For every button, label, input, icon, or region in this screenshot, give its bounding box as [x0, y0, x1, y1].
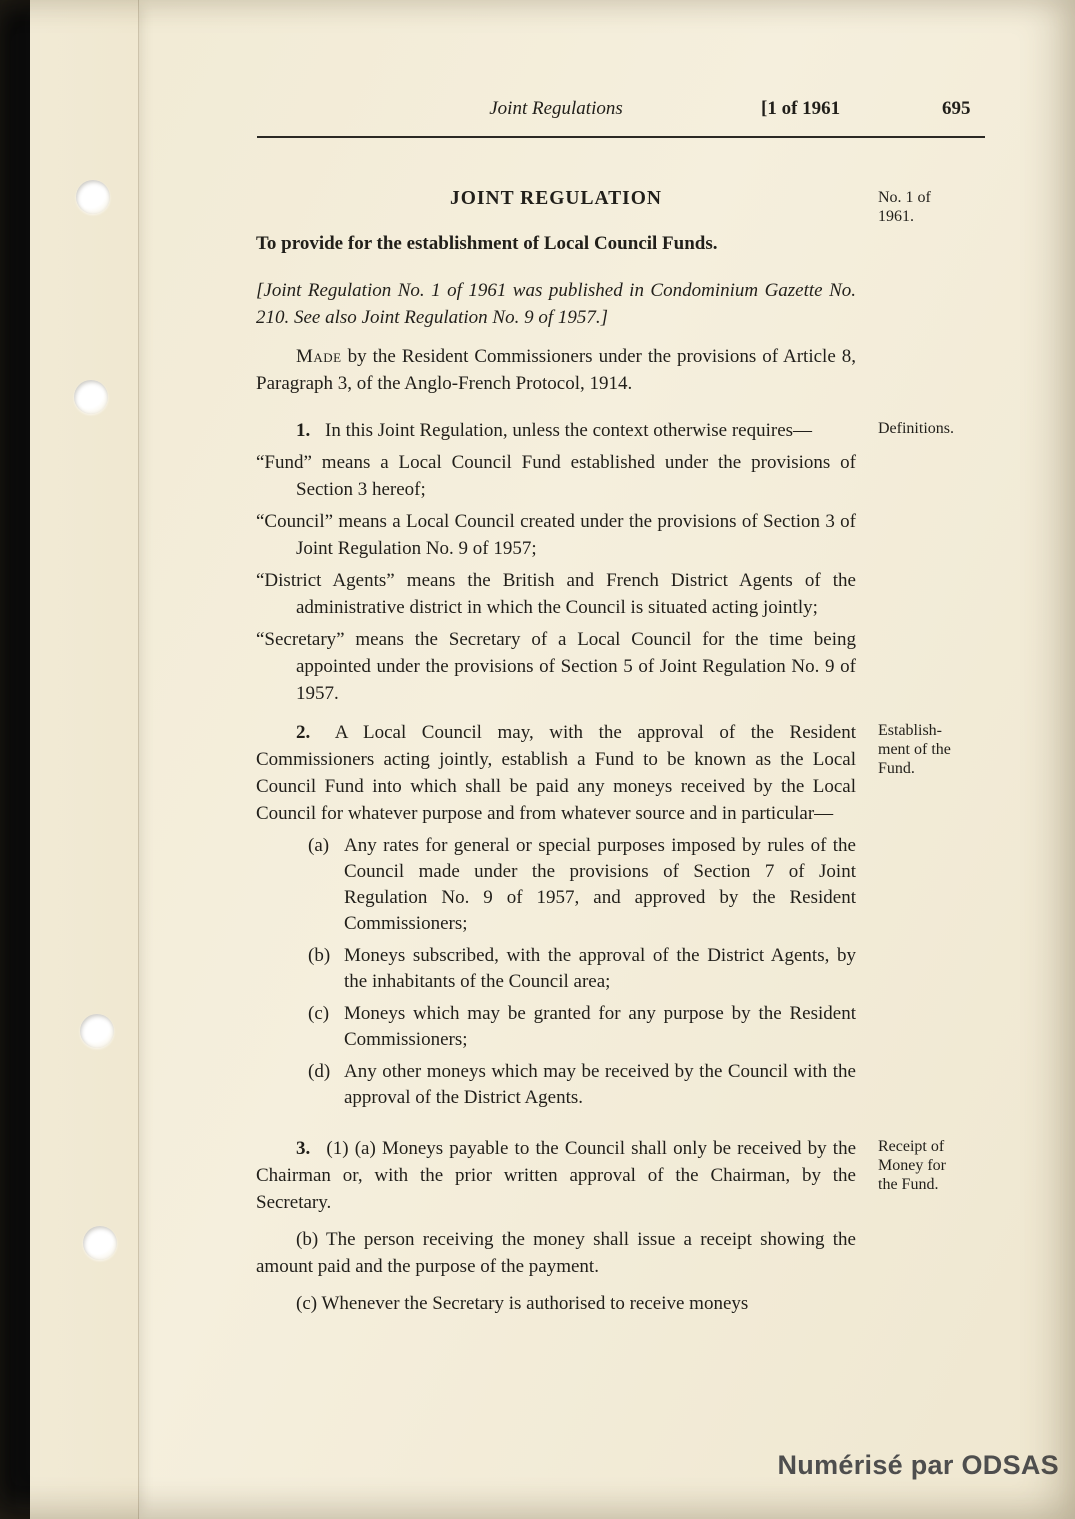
punch-hole: [80, 1014, 114, 1048]
definition-secretary: “Secretary” means the Secretary of a Local Council for the time being appointed under the provisions of Section 5 of Joint Regulation No. 9 of 1957.: [256, 629, 856, 704]
margin-note-line: Receipt of: [878, 1138, 945, 1155]
margin-note-line: No. 1 of: [878, 189, 931, 206]
margin-note-definitions: [878, 419, 1000, 438]
definition-fund: “Fund” means a Local Council Fund established under the provisions of Section 3 hereof;: [256, 452, 856, 500]
odsas-watermark: Numérisé par ODSAS: [777, 1450, 1059, 1480]
definition-district-agents: “District Agents” means the British and French District Agents of the administrative district in which the Council is situated acting jointly;: [256, 570, 856, 618]
punch-hole: [83, 1226, 117, 1260]
list-item-b: [308, 943, 856, 995]
page-left-edge: [30, 0, 139, 1519]
list-item-d: [308, 1059, 856, 1111]
section-3-intro: [256, 1135, 856, 1216]
section-text: In this Joint Regulation, unless the context otherwise requires—: [325, 420, 813, 441]
section-3-paragraph-b: (b) The person receiving the money shall issue a receipt showing the amount paid and the purpose of the payment.: [256, 1229, 856, 1277]
list-item-label: (c): [308, 1003, 330, 1024]
section-number: 3.: [296, 1138, 311, 1159]
margin-note-receipt: [878, 1137, 1000, 1194]
margin-note-establishment: [878, 721, 1000, 778]
margin-note-line: Establish-: [878, 722, 942, 739]
document-body: [256, 186, 954, 1317]
margin-note-regulation-no: [878, 188, 1000, 226]
section-3: [256, 1135, 946, 1216]
list-item-label: (d): [308, 1061, 331, 1082]
gazette-note: [Joint Regulation No. 1 of 1961 was published in Condominium Gazette No. 210. See also Joint Regulation No. 9 of 1957.]: [256, 280, 856, 328]
document-title: JOINT REGULATION: [450, 188, 662, 209]
purpose-heading: To provide for the establishment of Local Council Funds.: [256, 233, 718, 254]
made-lead-word: Made: [296, 346, 342, 367]
punch-hole: [76, 180, 110, 214]
margin-note-line: 1961.: [878, 208, 914, 225]
list-item-c: [308, 1001, 856, 1053]
title-block: [256, 186, 931, 225]
header-rule: [257, 136, 985, 138]
section-number: 2.: [296, 722, 311, 743]
margin-note-line: Definitions.: [878, 420, 954, 437]
scan-edge-strip: [0, 0, 30, 1519]
section-2: [256, 719, 951, 827]
margin-note-line: Fund.: [878, 760, 915, 777]
section-text: (1) (a) Moneys payable to the Council shall only be received by the Chairman or, with the prior written approval of the Chairman, by the Secretary.: [256, 1138, 857, 1213]
list-item-text: Any rates for general or special purposes imposed by rules of the Council made under the provisions of Section 7 of Joint Regulation No. 9 of 1957, and approved by the Resident Commissioners;: [344, 835, 856, 934]
section-1: [256, 417, 954, 444]
section-3-paragraph-c: (c) Whenever the Secretary is authorised to receive moneys: [296, 1293, 749, 1314]
margin-note-line: Money for: [878, 1157, 946, 1174]
punch-hole: [74, 380, 108, 414]
list-item-text: Moneys subscribed, with the approval of the District Agents, by the inhabitants of the Council area;: [344, 945, 856, 992]
list-item-label: (a): [308, 835, 330, 856]
margin-note-line: the Fund.: [878, 1176, 939, 1193]
made-clause-text: by the Resident Commissioners under the provisions of Article 8, Paragraph 3, of the Anglo-French Protocol, 1914.: [256, 346, 857, 394]
issue-label: [1 of 1961: [761, 98, 841, 119]
margin-note-line: ment of the: [878, 741, 951, 758]
list-item-label: (b): [308, 945, 331, 966]
made-clause: [256, 343, 856, 397]
page-number: 695: [942, 98, 971, 119]
section-1-intro: [256, 417, 856, 444]
definition-council: “Council” means a Local Council created under the provisions of Section 3 of Joint Regulation No. 9 of 1957;: [256, 511, 856, 559]
list-item-a: [308, 833, 856, 937]
section-text: A Local Council may, with the approval of the Resident Commissioners acting jointly, establish a Fund to be known as the Local Council Fund into which shall be paid any moneys received by the Local Council for whatever purpose and from whatever source and in particular—: [256, 722, 857, 824]
list-item-text: Any other moneys which may be received by the Council with the approval of the District Agents.: [344, 1061, 856, 1108]
list-item-text: Moneys which may be granted for any purpose by the Resident Commissioners;: [344, 1003, 856, 1050]
section-number: 1.: [296, 420, 311, 441]
running-title: Joint Regulations: [489, 98, 623, 119]
section-2-intro: [256, 719, 856, 827]
